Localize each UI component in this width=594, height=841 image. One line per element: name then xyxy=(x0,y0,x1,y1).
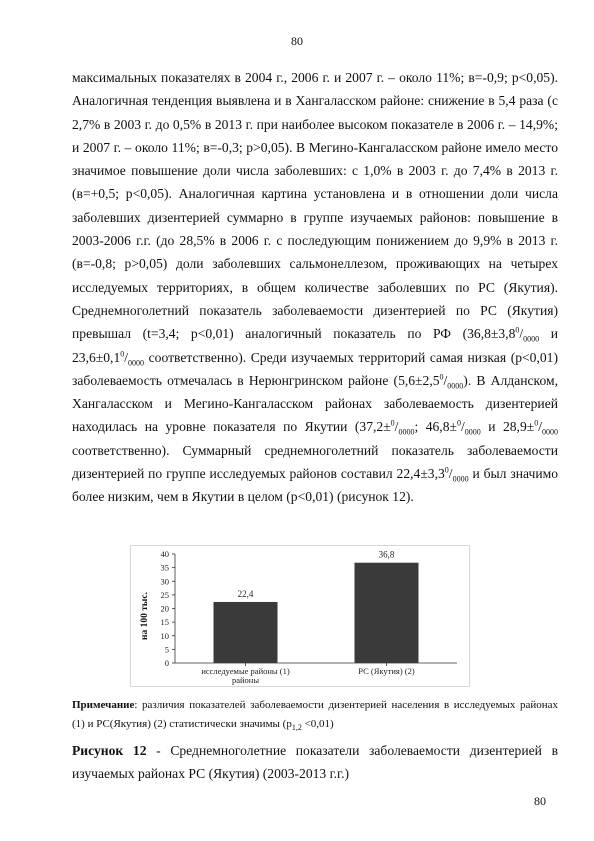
figure-caption xyxy=(72,739,558,785)
x-tick-label: исследуемые районы (1) xyxy=(201,666,290,676)
x-tick-label: РС (Якутия) (2) xyxy=(358,666,415,676)
y-tick-label: 35 xyxy=(160,562,169,573)
y-tick-label: 5 xyxy=(164,644,169,655)
note-label: Примечание xyxy=(72,699,135,711)
bar xyxy=(355,563,419,663)
y-tick-label: 0 xyxy=(164,658,169,668)
page-number-top: 80 xyxy=(291,34,303,48)
bar-value-label: 22,4 xyxy=(237,588,254,599)
y-tick-label: 40 xyxy=(160,549,169,559)
figure-note xyxy=(72,696,558,734)
y-tick-label: 30 xyxy=(160,576,169,587)
bar-value-label: 36,8 xyxy=(378,549,395,560)
bar xyxy=(214,602,278,663)
y-axis-label: на 100 тыс. xyxy=(140,592,150,640)
body-paragraph: максимальных показателях в 2004 г., 2006 г. и 2007 г. – около 11%; в=-0,9; p<0,05). Аналогичная тенденция выявлена и в Хангаласском районе: снижение в 5,4 раза (с 2,7% в 2003 г. до 0,5% в 2013 г. при наиболее высоком показателе в 2006 г. – 14,9%; и 2007 г. – около 11%; в=-0,3; p>0,05). В Мегино-Кангаласском районе имело место значимое повышение доли числа заболевших: с 1,0% в 2003 г. до 7,4% в 2013 г. (в=+0,5; p<0,05). Аналогичная картина установлена и в отношении доли числа заболевших дизентерией суммарно в группе изучаемых районов: повышение в 2003-2006 г.г. (до 28,5% в 2006 г. с последующим понижением до 9,9% в 2013 г. (в=-0,8; p>0,05) доли заболевших сальмонеллезом, проживающих на четырех исследуемых территориях, в общем количестве заболевших по РС (Якутия). Среднемноголетний показатель заболеваемости дизентерией по РС (Якутия) превышал (t=3,4; p<0,01) аналогичный показатель по РФ ($36,8\pm 3,8^0/_{0000}$ и $23,6\pm 0,1^0/_{0000}$ соответственно). Среди изучаемых территорий самая низкая (p<0,01) заболеваемость отмечалась в Нерюнгринском районе $(5,6\pm 2,5^0/_{0000})$. В Алданском, Хангаласском и Мегино-Кангаласском районах заболеваемость дизентерией находилась на уровне показателя по Якутии ($37,2\pm^0/_{0000}$; $46,8\pm^0/_{0000}$ и $28,9\pm^0/_{0000}$ соответственно). Суммарный среднемноголетний показатель заболеваемости дизентерией по группе исследуемых районов составил $22,4\pm 3,3^0/_{0000}$ и был значимо более низким, чем в Якутии в целом (p<0,01) (рисунок 12). xyxy=(72,70,558,505)
bar-chart xyxy=(130,545,470,687)
page-number-bottom: 80 xyxy=(534,794,546,808)
y-tick-label: 10 xyxy=(160,630,169,641)
bar-chart-svg xyxy=(131,546,469,686)
x-tick-label-line2: районы xyxy=(231,675,260,685)
body-text xyxy=(72,66,558,509)
caption-text: - Среднемноголетние показатели заболеваемости дизентерией в изучаемых районах РС (Якутия) (2003-2013 г.г.) xyxy=(72,743,558,781)
y-tick-label: 15 xyxy=(160,617,169,628)
caption-label: Рисунок 12 xyxy=(72,743,147,758)
y-tick-label: 20 xyxy=(160,603,169,614)
y-tick-label: 25 xyxy=(160,589,169,600)
note-text: : различия показателей заболеваемости дизентерией населения в исследуемых районах (1) и РС(Якутия) (2) статистически значимы $(p_{1,2} <0,01)$ xyxy=(72,699,558,733)
